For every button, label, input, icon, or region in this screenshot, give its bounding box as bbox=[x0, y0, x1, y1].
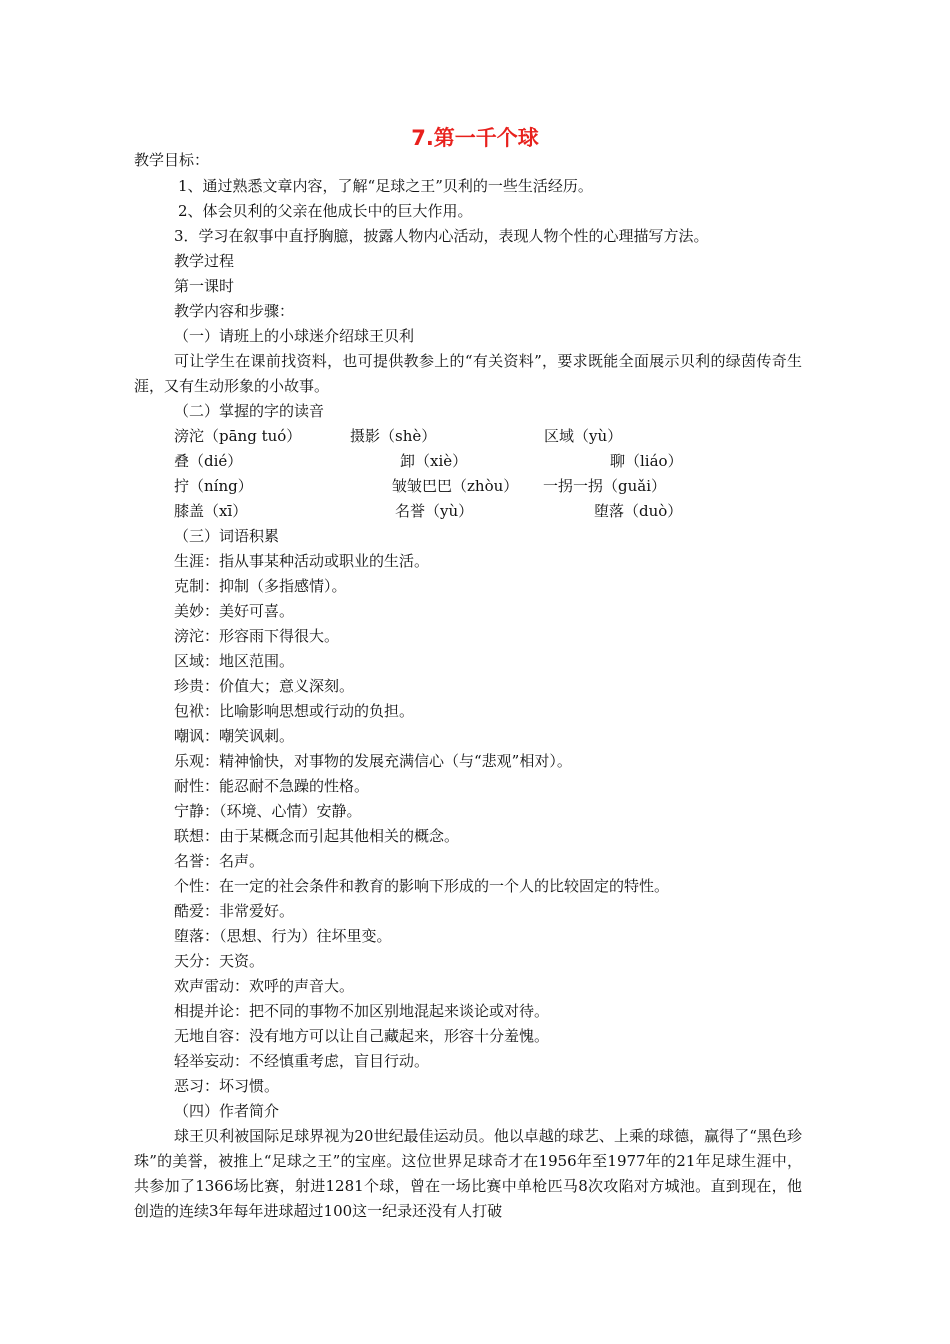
vocab-item: 堕落：（思想、行为）往坏里变。 bbox=[174, 927, 392, 945]
pinyin-item: 摄影（shè） bbox=[350, 427, 437, 445]
vocab-item: 联想：由于某概念而引起其他相关的概念。 bbox=[174, 827, 460, 845]
pinyin-item: 拧（níng） bbox=[174, 477, 253, 495]
vocab-item: 轻举妄动：不经慎重考虑，盲目行动。 bbox=[174, 1052, 430, 1070]
vocab-item: 宁静：（环境、心情）安静。 bbox=[174, 802, 362, 820]
part1-heading: （一）请班上的小球迷介绍球王贝利 bbox=[174, 327, 415, 345]
document-title: 7.第一千个球 bbox=[411, 126, 539, 150]
vocab-item: 美妙：美好可喜。 bbox=[174, 602, 295, 620]
goal-item-2: 2、体会贝利的父亲在他成长中的巨大作用。 bbox=[178, 202, 473, 220]
pinyin-item: 滂沱（pāng tuó） bbox=[174, 427, 302, 445]
part2-heading: （二）掌握的字的读音 bbox=[174, 402, 325, 420]
vocab-item: 天分：天资。 bbox=[174, 952, 265, 970]
part4-paragraph: 球王贝利被国际足球界视为20世纪最佳运动员。他以卓越的球艺、上乘的球德，赢得了“黑色珍珠”的美誉，被推上“足球之王”的宝座。这位世界足球奇才在1956年至1977年的21年足球生涯中，共参加了1366场比赛，射进1281个球，曾在一场比赛中单枪匹马8次攻陷对方城池。直到现在，他创造的连续3年每年进球超过100这一纪录还没有人打破 bbox=[134, 1127, 802, 1220]
pinyin-item: 聊（liáo） bbox=[610, 452, 683, 470]
vocab-item: 个性：在一定的社会条件和教育的影响下形成的一个人的比较固定的特性。 bbox=[174, 877, 670, 895]
vocab-item: 珍贵：价值大；意义深刻。 bbox=[174, 677, 355, 695]
vocab-item: 恶习：坏习惯。 bbox=[174, 1077, 280, 1095]
goals-heading: 教学目标： bbox=[134, 151, 210, 169]
pinyin-item: 膝盖（xī） bbox=[174, 502, 248, 520]
vocab-item: 名誉：名声。 bbox=[174, 852, 265, 870]
goal-item-3: 3．学习在叙事中直抒胸臆，披露人物内心活动，表现人物个性的心理描写方法。 bbox=[174, 227, 709, 245]
lesson-label: 第一课时 bbox=[174, 277, 235, 295]
vocab-item: 滂沱：形容雨下得很大。 bbox=[174, 627, 340, 645]
vocab-item: 相提并论：把不同的事物不加区别地混起来谈论或对待。 bbox=[174, 1002, 550, 1020]
vocab-item: 无地自容：没有地方可以让自己藏起来，形容十分羞愧。 bbox=[174, 1027, 550, 1045]
part1-paragraph: 可让学生在课前找资料，也可提供教参上的“有关资料”，要求既能全面展示贝利的绿茵传奇生涯，又有生动形象的小故事。 bbox=[134, 352, 802, 395]
vocab-item: 包袱：比喻影响思想或行动的负担。 bbox=[174, 702, 415, 720]
pinyin-item: 区域（yù） bbox=[544, 427, 623, 445]
vocab-item: 克制：抑制（多指感情）。 bbox=[174, 577, 347, 595]
vocab-item: 欢声雷动：欢呼的声音大。 bbox=[174, 977, 355, 995]
pinyin-item: 皱皱巴巴（zhòu） bbox=[392, 477, 519, 495]
vocab-item: 嘲讽：嘲笑讽刺。 bbox=[174, 727, 295, 745]
part3-heading: （三）词语积累 bbox=[174, 527, 280, 545]
pinyin-item: 叠（dié） bbox=[174, 452, 243, 470]
vocab-item: 酷爱：非常爱好。 bbox=[174, 902, 295, 920]
pinyin-item: 一拐一拐（guǎi） bbox=[543, 477, 667, 495]
pinyin-item: 卸（xiè） bbox=[400, 452, 468, 470]
vocab-item: 乐观：精神愉快，对事物的发展充满信心（与“悲观”相对）。 bbox=[174, 752, 572, 770]
pinyin-item: 堕落（duò） bbox=[594, 502, 683, 520]
pinyin-item: 名誉（yù） bbox=[395, 502, 474, 520]
vocab-item: 耐性：能忍耐不急躁的性格。 bbox=[174, 777, 370, 795]
process-heading: 教学过程 bbox=[174, 252, 235, 270]
vocab-item: 区域：地区范围。 bbox=[174, 652, 295, 670]
part4-heading: （四）作者简介 bbox=[174, 1102, 280, 1120]
steps-heading: 教学内容和步骤： bbox=[174, 302, 295, 320]
goal-item-1: 1、通过熟悉文章内容，了解“足球之王”贝利的一些生活经历。 bbox=[178, 177, 593, 195]
vocab-item: 生涯：指从事某种活动或职业的生活。 bbox=[174, 552, 430, 570]
